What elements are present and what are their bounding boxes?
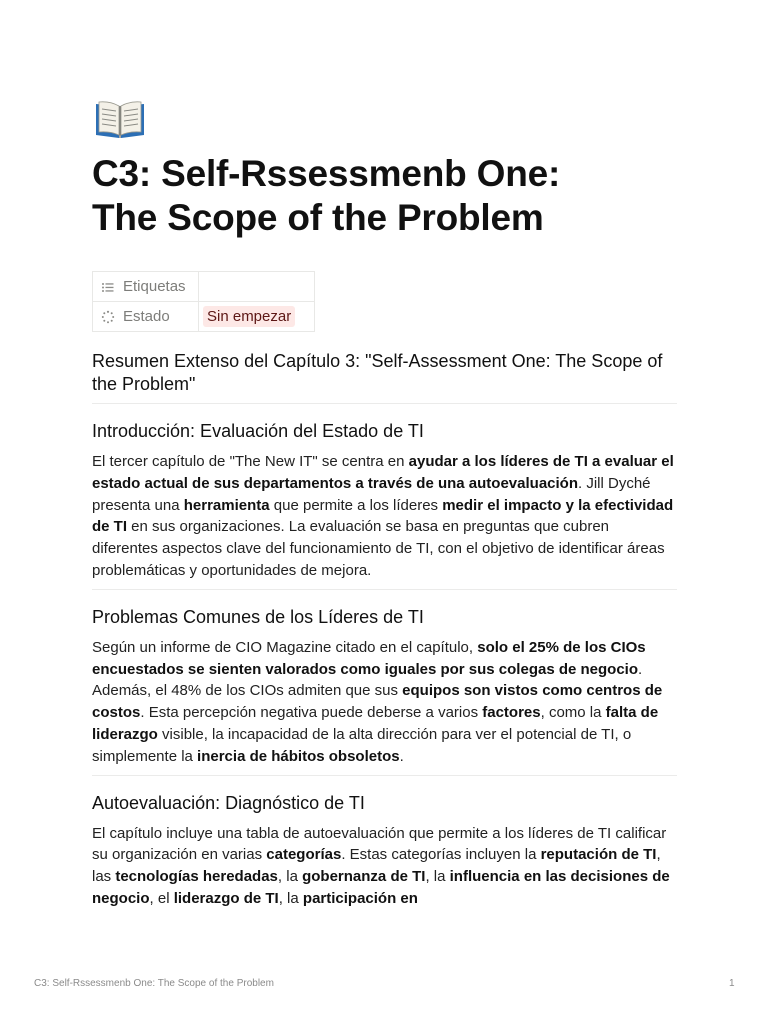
section-paragraph — [92, 451, 677, 582]
bold-run: factores — [482, 704, 541, 722]
open-book-icon — [92, 98, 148, 142]
bold-run: ayudar a los líderes de TI a evaluar el estado actual de sus departamentos a través de una autoevaluación — [92, 453, 674, 492]
status-spinner-icon — [101, 310, 115, 324]
text-run: . Esta percepción negativa puede deberse a varios — [140, 704, 483, 722]
bold-run: reputación de TI — [540, 846, 657, 864]
bold-run: herramienta — [183, 496, 270, 514]
text-run: . Además, el 48% de los CIOs admiten que sus — [92, 660, 643, 700]
text-run: Según un informe de CIO Magazine citado en el capítulo, — [92, 638, 478, 656]
page-number: 1 — [729, 978, 735, 989]
section-heading: Introducción: Evaluación del Estado de TI — [92, 421, 424, 441]
bold-run: equipos son vistos como centros de costos — [92, 682, 663, 722]
text-run: visible, la incapacidad de la alta dirección para ver el potencial de TI, o simplemente la — [92, 725, 632, 765]
properties-table — [92, 271, 315, 332]
summary-heading: Resumen Extenso del Capítulo 3: "Self-Assessment One: The Scope of the Problem" — [92, 351, 663, 394]
footer-title: C3: Self-Rssessmenb One: The Scope of the Problem — [34, 978, 274, 989]
bold-run: medir el impacto y la efectividad de TI — [92, 496, 674, 536]
property-label-tags: Etiquetas — [123, 278, 186, 295]
text-run: , la — [278, 889, 303, 907]
bold-run: inercia de hábitos obsoletos — [197, 747, 400, 765]
divider — [92, 403, 677, 404]
section-paragraph — [92, 637, 677, 768]
text-run: . Jill Dyché presenta una — [92, 474, 651, 514]
status-badge[interactable]: Sin empezar — [203, 306, 295, 327]
bold-run: solo el 25% de los CIOs encuestados se sienten valorados como iguales por sus colegas de negocio — [92, 638, 646, 678]
text-run: en sus organizaciones. La evaluación se basa en preguntas que cubren diferentes aspectos clave del funcionamiento de TI, con el objetivo de identificar áreas problemáticas y oportunidades de mejora. — [92, 518, 665, 579]
property-value-tags[interactable] — [199, 272, 315, 302]
text-run: que permite a los líderes — [269, 496, 443, 514]
bold-run: liderazgo de TI — [173, 889, 279, 907]
bold-run: falta de liderazgo — [92, 704, 659, 743]
property-key — [93, 302, 199, 332]
divider — [92, 589, 677, 590]
page-title-line: C3: Self-Rssessmenb One: — [92, 153, 561, 194]
property-label-status: Estado — [123, 308, 170, 325]
page-title-line: The Scope of the Problem — [92, 197, 544, 238]
bold-run: participación en — [302, 889, 418, 907]
bold-run: influencia en las decisiones de negocio — [92, 868, 670, 907]
bold-run: tecnologías heredadas — [115, 868, 278, 886]
text-run: . Estas categorías incluyen la — [341, 846, 541, 864]
text-run: , la — [425, 868, 450, 886]
divider — [92, 775, 677, 776]
section-heading: Problemas Comunes de los Líderes de TI — [92, 606, 424, 627]
bold-run: gobernanza de TI — [302, 868, 426, 886]
text-run: , el — [149, 889, 174, 907]
section-paragraph — [92, 823, 677, 910]
property-row-status — [93, 302, 315, 332]
text-run: . — [399, 747, 404, 765]
text-run: El capítulo incluye una tabla de autoevaluación que permite a los líderes de TI calificar su organización en varias — [92, 824, 667, 864]
property-value-status[interactable] — [199, 302, 315, 332]
page-title — [92, 152, 692, 240]
list-icon — [101, 280, 115, 294]
section-heading: Autoevaluación: Diagnóstico de TI — [92, 792, 365, 813]
text-run: , la — [277, 868, 303, 886]
property-row-tags — [93, 272, 315, 302]
property-key — [93, 272, 199, 302]
document-body — [92, 350, 677, 910]
bold-run: categorías — [266, 846, 342, 864]
text-run: , las — [92, 846, 661, 886]
text-run: El tercer capítulo de "The New IT" se centra en — [92, 453, 409, 470]
text-run: , como la — [540, 704, 606, 722]
